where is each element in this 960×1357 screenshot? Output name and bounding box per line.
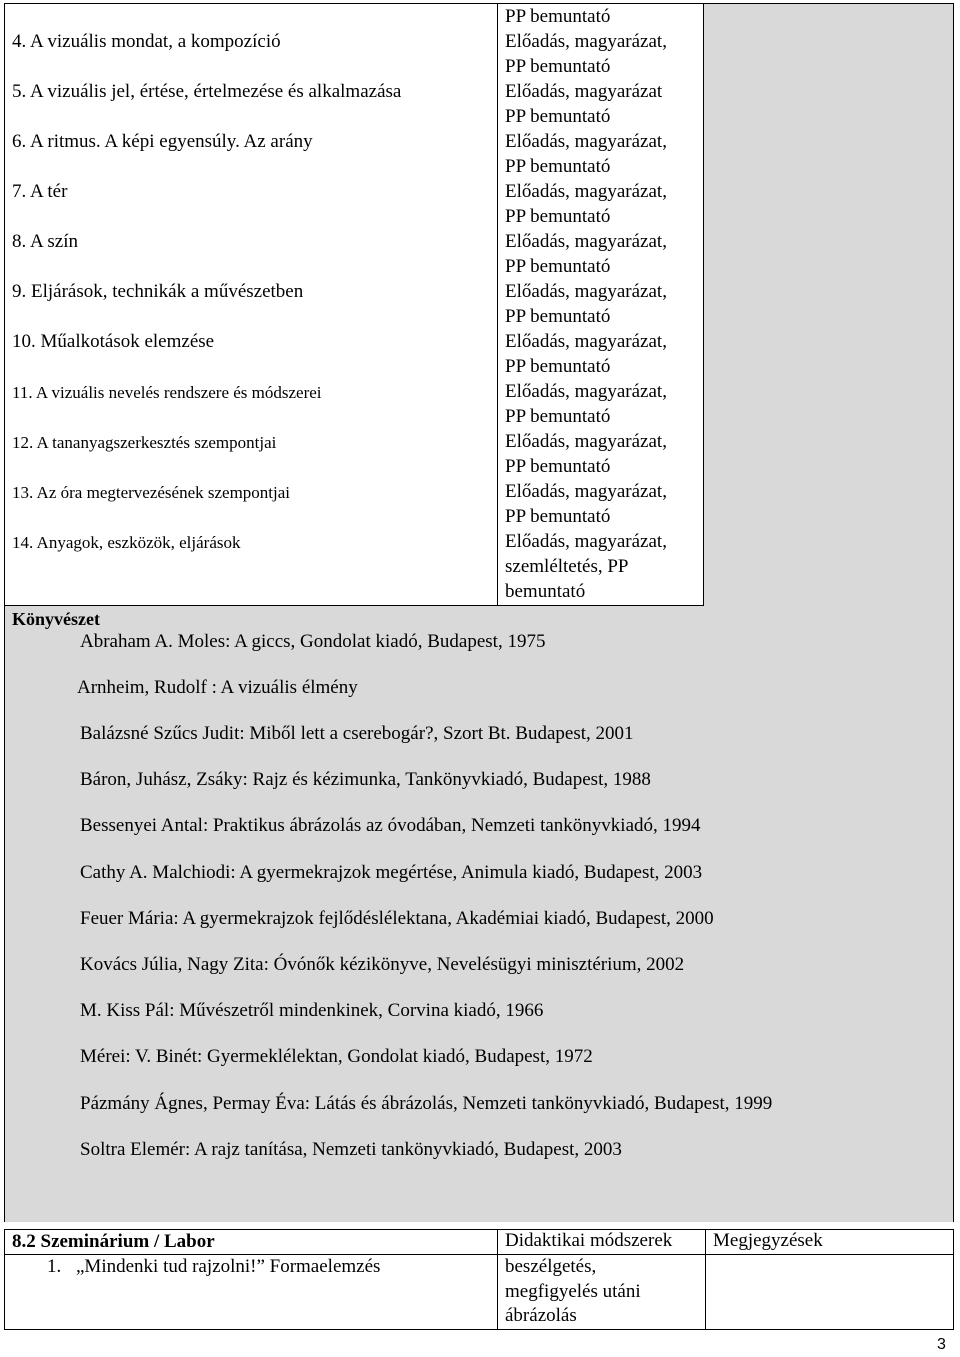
seminar-row1-topic: „Mindenki tud rajzolni!” Formaelemzés [76,1256,381,1277]
method-row-5-line2: PP bemuntató [505,106,611,127]
bib-entry: Mérei: V. Binét: Gyermeklélektan, Gondolat kiadó, Budapest, 1972 [80,1046,593,1067]
topic-row-14: 14. Anyagok, eszközök, eljárások [12,533,241,552]
seminar-header-title: 8.2 Szeminárium / Labor [12,1231,215,1252]
seminar-header-notes: Megjegyzések [713,1230,823,1251]
first-cell-tail: PP bemuntató [505,6,611,27]
topic-row-5: 5. A vizuális jel, értése, értelmezése és alkalmazása [12,81,402,102]
seminar-col-divider-2 [705,1229,706,1330]
bib-entry: Arnheim, Rudolf : A vizuális élmény [77,677,358,698]
method-row-6-line2: PP bemuntató [505,156,611,177]
method-row-5-line1: Előadás, magyarázat [505,81,663,102]
bib-entry: Soltra Elemér: A rajz tanítása, Nemzeti tankönyvkiadó, Budapest, 2003 [80,1139,622,1160]
method-row-14-line1: Előadás, magyarázat, [505,531,667,552]
topic-row-9: 9. Eljárások, technikák a művészetben [12,281,304,302]
method-row-8-line1: Előadás, magyarázat, [505,231,667,252]
method-row-8-line2: PP bemuntató [505,256,611,277]
right-shade-edge [953,3,954,1222]
topic-row-13: 13. Az óra megtervezésének szempontjai [12,483,291,502]
method-row-11-line2: PP bemuntató [505,406,611,427]
bib-entry: Pázmány Ágnes, Permay Éva: Látás és ábrázolás, Nemzeti tankönyvkiadó, Budapest, 1999 [80,1093,773,1114]
seminar-right-border [953,1229,954,1330]
topic-row-7: 7. A tér [12,181,68,202]
method-row-13-line2: PP bemuntató [505,506,611,527]
table-border-top [4,3,704,4]
method-row-10-line2: PP bemuntató [505,356,611,377]
table-column-divider [497,3,498,606]
bib-entry: Bessenyei Antal: Praktikus ábrázolás az óvodában, Nemzeti tankönyvkiadó, 1994 [80,815,701,836]
seminar-bottom-border [4,1329,954,1330]
seminar-row1-number: 1. [47,1256,62,1277]
seminar-row1-method-line2: megfigyelés utáni [505,1281,641,1302]
topic-row-10: 10. Műalkotások elemzése [12,331,215,352]
method-row-9-line2: PP bemuntató [505,306,611,327]
page-number: 3 [937,1336,946,1353]
method-row-10-line1: Előadás, magyarázat, [505,331,667,352]
bib-entry: Báron, Juhász, Zsáky: Rajz és kézimunka, Tankönyvkiadó, Budapest, 1988 [80,769,651,790]
right-shade-top [703,3,954,4]
topic-row-6: 6. A ritmus. A képi egyensúly. Az arány [12,131,313,152]
seminar-row1-method-line3: ábrázolás [505,1305,577,1326]
bib-entry: Abraham A. Moles: A giccs, Gondolat kiadó, Budapest, 1975 [80,631,546,652]
method-row-7-line2: PP bemuntató [505,206,611,227]
topic-row-4: 4. A vizuális mondat, a kompozíció [12,31,281,52]
topic-row-12: 12. A tananyagszerkesztés szempontjai [12,433,277,452]
table-border-left [4,3,5,606]
bib-entry: Feuer Mária: A gyermekrajzok fejlődéslélektana, Akadémiai kiadó, Budapest, 2000 [80,908,714,929]
method-row-14-line3: bemuntató [505,581,586,602]
bib-entry: Cathy A. Malchiodi: A gyermekrajzok megértése, Animula kiadó, Budapest, 2003 [80,862,703,883]
method-row-12-line1: Előadás, magyarázat, [505,431,667,452]
topic-row-8: 8. A szín [12,231,78,252]
method-row-13-line1: Előadás, magyarázat, [505,481,667,502]
method-row-4-line2: PP bemuntató [505,56,611,77]
table-border-bottom [4,605,704,606]
bibliography-heading: Könyvészet [12,609,100,629]
seminar-left-border [4,1229,5,1330]
bib-entry: M. Kiss Pál: Művészetről mindenkinek, Corvina kiadó, 1966 [80,1000,544,1021]
topic-row-11: 11. A vizuális nevelés rendszere és módszerei [12,383,322,402]
seminar-header-methods: Didaktikai módszerek [505,1230,673,1251]
method-row-6-line1: Előadás, magyarázat, [505,131,667,152]
seminar-row1-method-line1: beszélgetés, [505,1256,597,1277]
method-row-14-line2: szemléltetés, PP [505,556,629,577]
method-row-9-line1: Előadás, magyarázat, [505,281,667,302]
bib-entry: Balázsné Szűcs Judit: Miből lett a cserebogár?, Szort Bt. Budapest, 2001 [80,723,634,744]
topics-right-shade [704,4,954,606]
seminar-col-divider-1 [497,1229,498,1330]
method-row-7-line1: Előadás, magyarázat, [505,181,667,202]
method-row-11-line1: Előadás, magyarázat, [505,381,667,402]
method-row-12-line2: PP bemuntató [505,456,611,477]
bib-entry: Kovács Júlia, Nagy Zita: Óvónők kézikönyve, Nevelésügyi minisztérium, 2002 [80,954,685,975]
table-border-right [703,3,704,606]
method-row-4-line1: Előadás, magyarázat, [505,31,667,52]
bibliography-left-edge [4,605,5,1222]
